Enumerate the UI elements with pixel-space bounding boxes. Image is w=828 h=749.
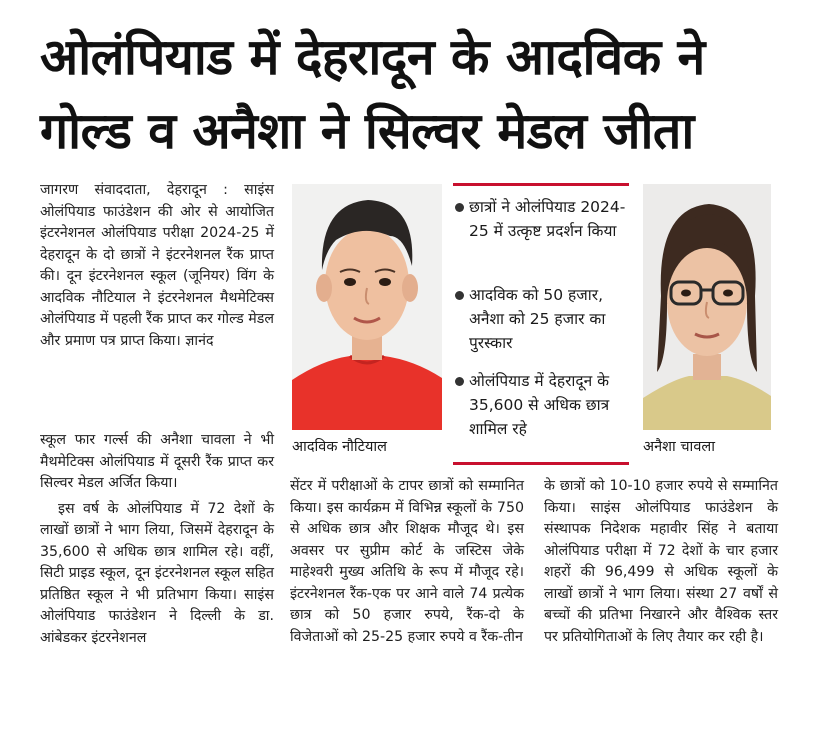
photo-girl <box>643 184 771 430</box>
photo-boy <box>292 184 442 430</box>
headline-line-1: ओलंपियाड में देहरादून के आदविक ने <box>40 28 705 86</box>
bullet-icon <box>455 377 464 386</box>
article-col1-top: जागरण संवाददाता, देहरादून : साइंस ओलंपियाड फाउंडेशन की ओर से आयोजित इंटरनेशनल ओलंपियाड परीक्षा 2024-25 में देहरादून के दो छात्रों ने इंटरनेशनल रैंक प्राप्त की। दून इंटरनेशनल स्कूल (जूनियर) विंग के आदविक नौटियाल ने इंटरनेशनल मैथमेटिक्स ओलंपियाड में पहली रैंक प्राप्त कर गोल्ड मेडल और प्रमाण पत्र प्राप्त किया। ज्ञानंद <box>40 182 274 349</box>
highlights-box <box>453 183 629 465</box>
highlights-bottom-rule <box>453 462 629 465</box>
caption-girl: अनैशा चावला <box>643 439 715 455</box>
headline-line-2: गोल्ड व अनैशा ने सिल्वर मेडल जीता <box>40 102 694 160</box>
highlight-item: छात्रों ने ओलंपियाड 2024-25 में उत्कृष्ट प्रदर्शन किया <box>453 195 629 243</box>
highlight-item: ओलंपियाड में देहरादून के 35,600 से अधिक छात्र शामिल रहे <box>453 369 629 441</box>
article-col3: के छात्रों को 10-10 हजार रुपये से सम्मानित किया। साइंस ओलंपियाड फाउंडेशन के संस्थापक निदेशक महावीर सिंह ने बताया ओलंपियाड परीक्षा में 72 देशों के चार हजार शहरों की 96,499 से अधिक स्कूलों के लाखों छात्रों ने भाग लिया। संस्था 27 वर्षों से बच्चों की प्रतिभा निखारने और वैश्विक स्तर पर प्रतियोगिताओं के लिए तैयार कर रही है। <box>544 478 778 645</box>
article-paragraph: स्कूल फार गर्ल्स की अनैशा चावला ने भी मैथमेटिक्स ओलंपियाड में दूसरी रैंक प्राप्त कर सिल्वर मेडल अर्जित किया। <box>40 432 274 491</box>
article-col1-bottom <box>40 430 274 649</box>
article-paragraph: इस वर्ष के ओलंपियाड में 72 देशों के लाखों छात्रों ने भाग लिया, जिसमें देहरादून के 35,600 से अधिक छात्र शामिल रहे। वहीं, सिटी प्राइड स्कूल, दून इंटरनेशनल स्कूल सहित प्रतिष्ठित स्कूल ने भी प्रतिभाग किया। साइंस ओलंपियाड फाउंडेशन ने दिल्ली के डा. आंबेडकर इंटरनेशनल <box>40 500 274 646</box>
bullet-icon <box>455 203 464 212</box>
highlight-item: आदविक को 50 हजार, अनैशा को 25 हजार का पुरस्कार <box>453 283 629 355</box>
bullet-icon <box>455 291 464 300</box>
caption-boy: आदविक नौटियाल <box>292 439 387 455</box>
highlights-top-rule <box>453 183 629 186</box>
article-col2: सेंटर में परीक्षाओं के टापर छात्रों को सम्मानित किया। इस कार्यक्रम में विभिन्न स्कूलों के 750 से अधिक छात्र और शिक्षक मौजूद थे। इस अवसर पर सुप्रीम कोर्ट के जस्टिस जेके माहेश्वरी मुख्य अतिथि के रूप में मौजूद रहे। इंटरनेशनल रैंक-एक पर आने वाले 74 प्रत्येक छात्र को 50 हजार रुपये, रैंक-दो के विजेताओं को 25-25 हजार रुपये व रैंक-तीन <box>290 478 524 645</box>
